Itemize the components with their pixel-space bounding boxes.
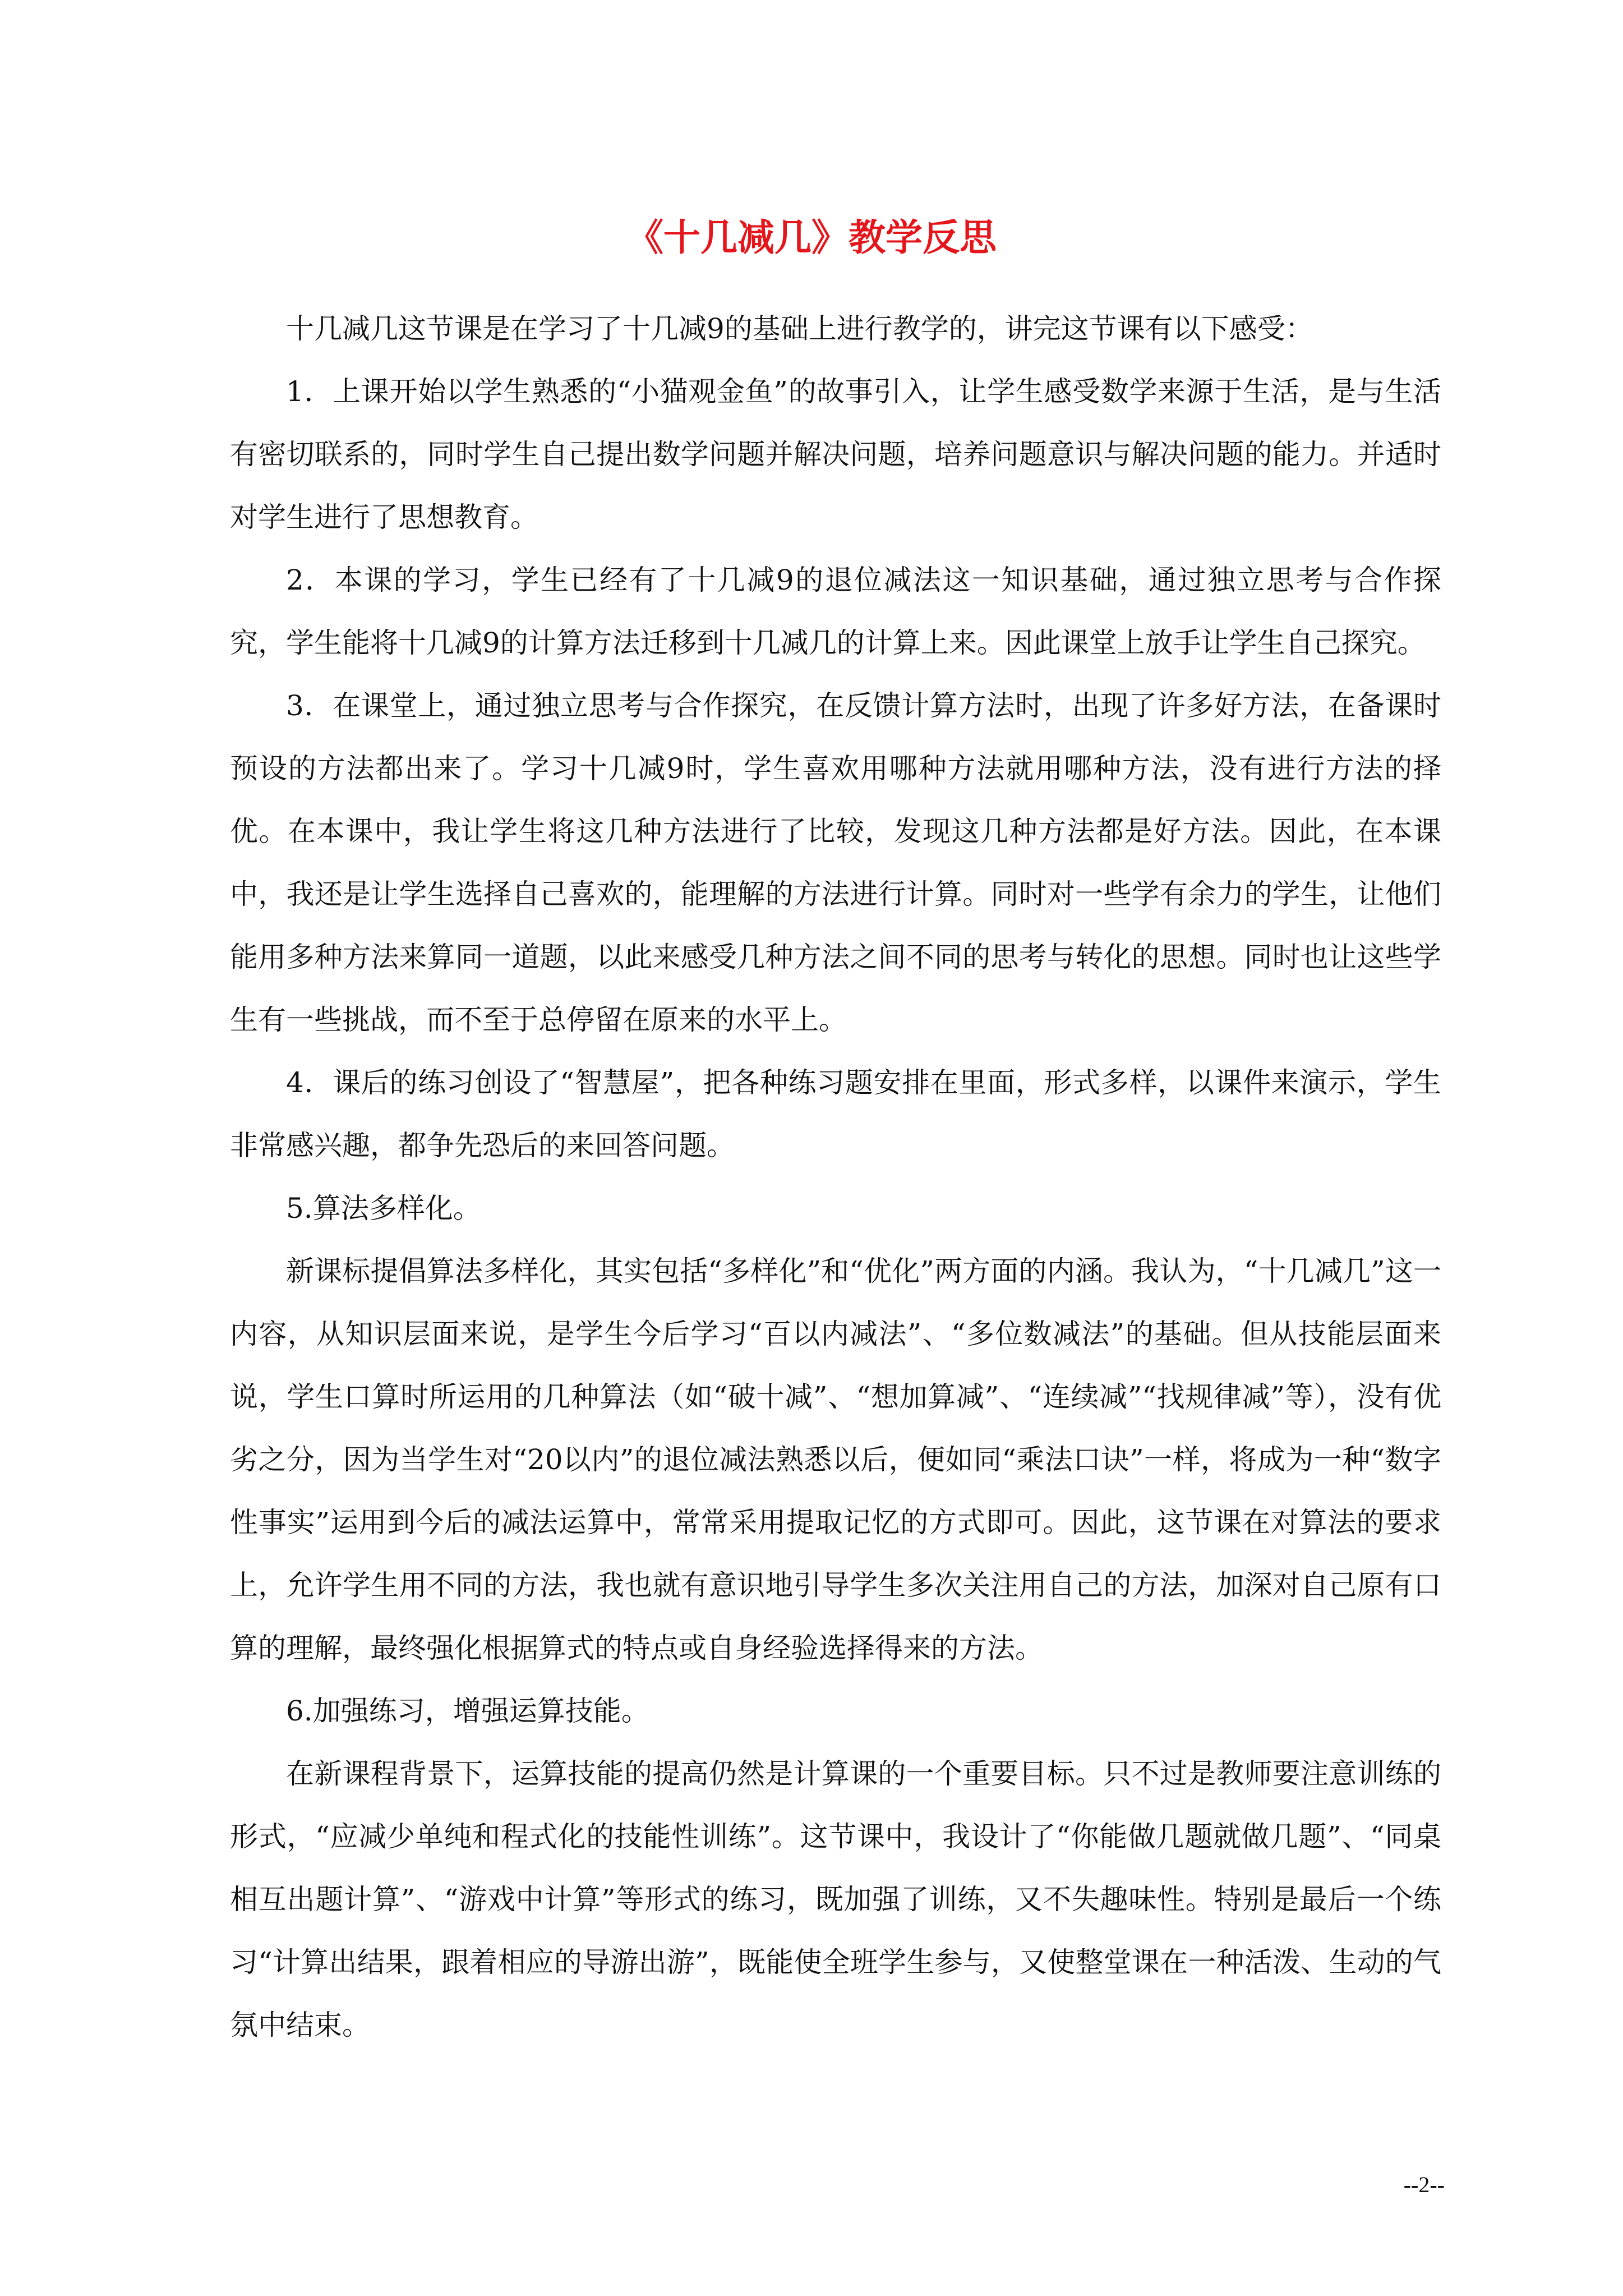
- document-title: 《十几减几》教学反思: [626, 215, 997, 259]
- paragraph-point-1: 1．上课开始以学生熟悉的“小猫观金鱼”的故事引入，让学生感受数学来源于生活，是与生活有密切联系的，同时学生自己提出数学问题并解决问题，培养问题意识与解决问题的能力。并适时对学生进行了思想教育。: [230, 375, 1441, 533]
- paragraph-point-4: 4．课后的练习创设了“智慧屋”，把各种练习题安排在里面，形式多样，以课件来演示，学生非常感兴趣，都争先恐后的来回答问题。: [230, 1066, 1441, 1162]
- document-body: [230, 297, 1441, 2056]
- paragraph-heading-5: 5.算法多样化。: [286, 1192, 481, 1225]
- paragraph-point-2: 2．本课的学习，学生已经有了十几减9的退位减法这一知识基础，通过独立思考与合作探究，学生能将十几减9的计算方法迁移到十几减几的计算上来。因此课堂上放手让学生自己探究。: [230, 564, 1441, 659]
- paragraph-point-3: 3．在课堂上，通过独立思考与合作探究，在反馈计算方法时，出现了许多好方法，在备课时预设的方法都出来了。学习十几减9时，学生喜欢用哪种方法就用哪种方法，没有进行方法的择优。在本课中，我让学生将这几种方法进行了比较，发现这几种方法都是好方法。因此，在本课中，我还是让学生选择自己喜欢的，能理解的方法进行计算。同时对一些学有余力的学生，让他们能用多种方法来算同一道题，以此来感受几种方法之间不同的思考与转化的思想。同时也让这些学生有一些挑战，而不至于总停留在原来的水平上。: [230, 689, 1441, 1036]
- paragraph-point-6-body: 在新课程背景下，运算技能的提高仍然是计算课的一个重要目标。只不过是教师要注意训练的形式，“应减少单纯和程式化的技能性训练”。这节课中，我设计了“你能做几题就做几题”、“同桌相互出题计算”、“游戏中计算”等形式的练习，既加强了训练，又不失趣味性。特别是最后一个练习“计算出结果，跟着相应的导游出游”，既能使全班学生参与，又使整堂课在一种活泼、生动的气氛中结束。: [230, 1757, 1441, 2041]
- page-number: --2--: [1403, 2172, 1445, 2197]
- paragraph-heading-6: 6.加强练习，增强运算技能。: [286, 1695, 649, 1727]
- paragraph-point-5-body: 新课标提倡算法多样化，其实包括“多样化”和“优化”两方面的内涵。我认为，“十几减几”这一内容，从知识层面来说，是学生今后学习“百以内减法”、“多位数减法”的基础。但从技能层面来说，学生口算时所运用的几种算法（如“破十减”、“想加算减”、“连续减”“找规律减”等），没有优劣之分，因为当学生对“20以内”的退位减法熟悉以后，便如同“乘法口诀”一样，将成为一种“数字性事实”运用到今后的减法运算中，常常采用提取记忆的方式即可。因此，这节课在对算法的要求上，允许学生用不同的方法，我也就有意识地引导学生多次关注用自己的方法，加深对自己原有口算的理解，最终强化根据算式的特点或自身经验选择得来的方法。: [230, 1255, 1441, 1664]
- paragraph-intro: 十几减几这节课是在学习了十几减9的基础上进行教学的，讲完这节课有以下感受：: [286, 312, 1313, 345]
